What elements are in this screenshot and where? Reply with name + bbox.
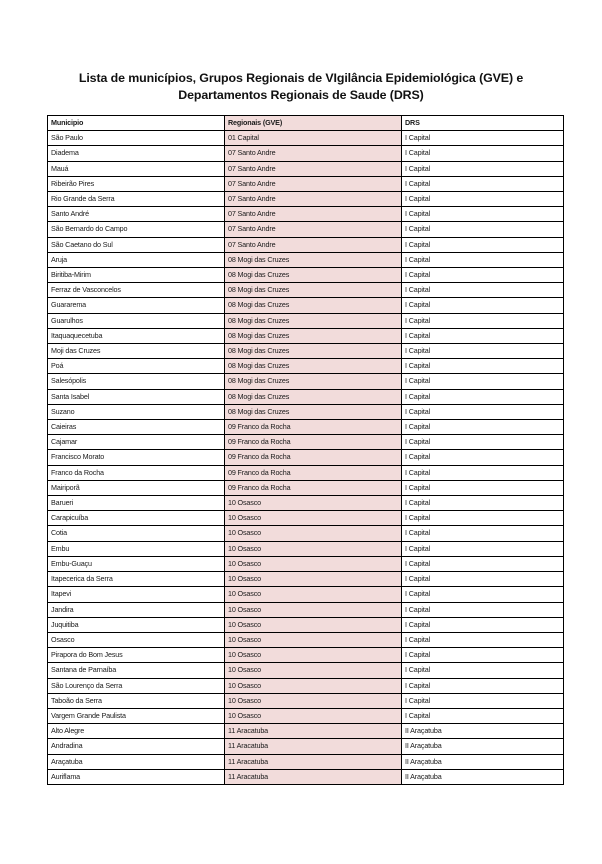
- cell-regional-gve: 10 Osasco: [225, 602, 402, 617]
- cell-municipio: Francisco Morato: [48, 450, 225, 465]
- cell-municipio: Rio Grande da Serra: [48, 192, 225, 207]
- cell-regional-gve: 10 Osasco: [225, 541, 402, 556]
- cell-drs: I Capital: [402, 556, 564, 571]
- cell-municipio: Itapevi: [48, 587, 225, 602]
- cell-municipio: São Bernardo do Campo: [48, 222, 225, 237]
- cell-municipio: Mauá: [48, 161, 225, 176]
- cell-regional-gve: 10 Osasco: [225, 708, 402, 723]
- cell-municipio: São Paulo: [48, 131, 225, 146]
- header-municipio: Municipio: [48, 116, 225, 131]
- cell-regional-gve: 07 Santo Andre: [225, 146, 402, 161]
- table-row: [48, 754, 564, 769]
- cell-regional-gve: 10 Osasco: [225, 663, 402, 678]
- table-row: [48, 632, 564, 647]
- cell-drs: I Capital: [402, 663, 564, 678]
- cell-municipio: Osasco: [48, 632, 225, 647]
- table-row: [48, 222, 564, 237]
- table-row: [48, 480, 564, 495]
- cell-regional-gve: 10 Osasco: [225, 526, 402, 541]
- cell-drs: I Capital: [402, 526, 564, 541]
- table-row: [48, 131, 564, 146]
- table-row: [48, 328, 564, 343]
- document-title-line-1: Lista de municípios, Grupos Regionais de VIgilância Epidemiológica (GVE) e: [78, 71, 524, 85]
- cell-municipio: Cotia: [48, 526, 225, 541]
- cell-municipio: São Caetano do Sul: [48, 237, 225, 252]
- cell-municipio: Vargem Grande Paulista: [48, 708, 225, 723]
- cell-regional-gve: 10 Osasco: [225, 693, 402, 708]
- cell-regional-gve: 09 Franco da Rocha: [225, 480, 402, 495]
- cell-municipio: Cajamar: [48, 435, 225, 450]
- cell-municipio: Jandira: [48, 602, 225, 617]
- cell-municipio: Ribeirão Pires: [48, 176, 225, 191]
- cell-municipio: Poá: [48, 359, 225, 374]
- cell-municipio: Suzano: [48, 404, 225, 419]
- cell-regional-gve: 11 Aracatuba: [225, 754, 402, 769]
- cell-drs: I Capital: [402, 602, 564, 617]
- cell-regional-gve: 08 Mogi das Cruzes: [225, 389, 402, 404]
- cell-municipio: Salesópolis: [48, 374, 225, 389]
- cell-municipio: Santo André: [48, 207, 225, 222]
- table-row: [48, 283, 564, 298]
- cell-regional-gve: 09 Franco da Rocha: [225, 450, 402, 465]
- cell-regional-gve: 08 Mogi das Cruzes: [225, 374, 402, 389]
- cell-regional-gve: 09 Franco da Rocha: [225, 435, 402, 450]
- cell-municipio: Carapicuíba: [48, 511, 225, 526]
- table-row: [48, 359, 564, 374]
- cell-drs: I Capital: [402, 587, 564, 602]
- cell-drs: I Capital: [402, 298, 564, 313]
- cell-drs: I Capital: [402, 496, 564, 511]
- table-header-row: [48, 116, 564, 131]
- cell-regional-gve: 08 Mogi das Cruzes: [225, 328, 402, 343]
- table-row: [48, 176, 564, 191]
- cell-regional-gve: 10 Osasco: [225, 632, 402, 647]
- cell-municipio: Juquitiba: [48, 617, 225, 632]
- cell-drs: I Capital: [402, 237, 564, 252]
- cell-drs: I Capital: [402, 389, 564, 404]
- cell-drs: I Capital: [402, 161, 564, 176]
- cell-regional-gve: 07 Santo Andre: [225, 192, 402, 207]
- cell-regional-gve: 09 Franco da Rocha: [225, 465, 402, 480]
- cell-municipio: Franco da Rocha: [48, 465, 225, 480]
- cell-drs: I Capital: [402, 268, 564, 283]
- cell-municipio: Pirapora do Bom Jesus: [48, 648, 225, 663]
- table-row: [48, 252, 564, 267]
- cell-municipio: Alto Alegre: [48, 724, 225, 739]
- cell-regional-gve: 07 Santo Andre: [225, 176, 402, 191]
- cell-municipio: Guararema: [48, 298, 225, 313]
- cell-regional-gve: 10 Osasco: [225, 572, 402, 587]
- cell-municipio: Mairiporã: [48, 480, 225, 495]
- table-row: [48, 435, 564, 450]
- table-row: [48, 511, 564, 526]
- table-row: [48, 268, 564, 283]
- cell-drs: I Capital: [402, 192, 564, 207]
- cell-municipio: Itaquaquecetuba: [48, 328, 225, 343]
- cell-drs: I Capital: [402, 435, 564, 450]
- table-row: [48, 237, 564, 252]
- cell-municipio: Guarulhos: [48, 313, 225, 328]
- cell-drs: I Capital: [402, 541, 564, 556]
- cell-drs: I Capital: [402, 693, 564, 708]
- cell-regional-gve: 07 Santo Andre: [225, 237, 402, 252]
- cell-drs: I Capital: [402, 617, 564, 632]
- cell-drs: I Capital: [402, 146, 564, 161]
- table-row: [48, 648, 564, 663]
- cell-regional-gve: 01 Capital: [225, 131, 402, 146]
- cell-drs: II Araçatuba: [402, 739, 564, 754]
- table-row: [48, 420, 564, 435]
- cell-municipio: Aruja: [48, 252, 225, 267]
- cell-drs: I Capital: [402, 450, 564, 465]
- table-row: [48, 192, 564, 207]
- cell-drs: I Capital: [402, 480, 564, 495]
- table-row: [48, 374, 564, 389]
- table-row: [48, 708, 564, 723]
- cell-municipio: Auriflama: [48, 769, 225, 784]
- cell-drs: I Capital: [402, 648, 564, 663]
- cell-municipio: São Lourenço da Serra: [48, 678, 225, 693]
- header-regionais-gve: Regionais (GVE): [225, 116, 402, 131]
- table-row: [48, 344, 564, 359]
- cell-municipio: Araçatuba: [48, 754, 225, 769]
- cell-regional-gve: 10 Osasco: [225, 587, 402, 602]
- cell-regional-gve: 09 Franco da Rocha: [225, 420, 402, 435]
- cell-drs: I Capital: [402, 313, 564, 328]
- cell-regional-gve: 07 Santo Andre: [225, 222, 402, 237]
- table-row: [48, 526, 564, 541]
- cell-municipio: Taboão da Serra: [48, 693, 225, 708]
- cell-drs: II Araçatuba: [402, 754, 564, 769]
- cell-regional-gve: 07 Santo Andre: [225, 207, 402, 222]
- cell-regional-gve: 08 Mogi das Cruzes: [225, 268, 402, 283]
- cell-drs: I Capital: [402, 207, 564, 222]
- cell-regional-gve: 10 Osasco: [225, 678, 402, 693]
- cell-regional-gve: 10 Osasco: [225, 617, 402, 632]
- cell-drs: I Capital: [402, 252, 564, 267]
- table-row: [48, 556, 564, 571]
- table-row: [48, 496, 564, 511]
- cell-drs: I Capital: [402, 572, 564, 587]
- table-row: [48, 450, 564, 465]
- cell-drs: II Araçatuba: [402, 769, 564, 784]
- cell-municipio: Barueri: [48, 496, 225, 511]
- table-body: [48, 131, 564, 785]
- table-row: [48, 146, 564, 161]
- cell-regional-gve: 08 Mogi das Cruzes: [225, 404, 402, 419]
- cell-drs: I Capital: [402, 176, 564, 191]
- table-row: [48, 587, 564, 602]
- table-row: [48, 678, 564, 693]
- cell-drs: II Araçatuba: [402, 724, 564, 739]
- table-row: [48, 663, 564, 678]
- header-drs: DRS: [402, 116, 564, 131]
- cell-municipio: Santa Isabel: [48, 389, 225, 404]
- cell-drs: I Capital: [402, 222, 564, 237]
- cell-municipio: Embu-Guaçu: [48, 556, 225, 571]
- cell-municipio: Caieiras: [48, 420, 225, 435]
- cell-regional-gve: 11 Aracatuba: [225, 769, 402, 784]
- cell-regional-gve: 10 Osasco: [225, 648, 402, 663]
- document-title-line-2: Departamentos Regionais de Saude (DRS): [178, 88, 424, 102]
- cell-municipio: Itapecerica da Serra: [48, 572, 225, 587]
- table-row: [48, 313, 564, 328]
- cell-regional-gve: 10 Osasco: [225, 556, 402, 571]
- cell-regional-gve: 08 Mogi das Cruzes: [225, 359, 402, 374]
- cell-municipio: Andradina: [48, 739, 225, 754]
- document-title: [0, 70, 602, 104]
- table-row: [48, 602, 564, 617]
- cell-drs: I Capital: [402, 420, 564, 435]
- table-row: [48, 572, 564, 587]
- table-row: [48, 389, 564, 404]
- cell-municipio: Moji das Cruzes: [48, 344, 225, 359]
- cell-drs: I Capital: [402, 344, 564, 359]
- table-row: [48, 404, 564, 419]
- cell-drs: I Capital: [402, 374, 564, 389]
- cell-municipio: Biritiba-Mirim: [48, 268, 225, 283]
- cell-regional-gve: 08 Mogi das Cruzes: [225, 298, 402, 313]
- table-row: [48, 161, 564, 176]
- cell-municipio: Ferraz de Vasconcelos: [48, 283, 225, 298]
- table-row: [48, 724, 564, 739]
- cell-drs: I Capital: [402, 465, 564, 480]
- cell-municipio: Diadema: [48, 146, 225, 161]
- table-row: [48, 769, 564, 784]
- cell-regional-gve: 10 Osasco: [225, 511, 402, 526]
- cell-drs: I Capital: [402, 708, 564, 723]
- cell-regional-gve: 07 Santo Andre: [225, 161, 402, 176]
- table-row: [48, 541, 564, 556]
- table-row: [48, 739, 564, 754]
- table-row: [48, 693, 564, 708]
- cell-drs: I Capital: [402, 328, 564, 343]
- cell-regional-gve: 08 Mogi das Cruzes: [225, 313, 402, 328]
- cell-regional-gve: 11 Aracatuba: [225, 724, 402, 739]
- cell-drs: I Capital: [402, 359, 564, 374]
- cell-regional-gve: 11 Aracatuba: [225, 739, 402, 754]
- cell-municipio: Santana de Parnaíba: [48, 663, 225, 678]
- cell-drs: I Capital: [402, 511, 564, 526]
- cell-drs: I Capital: [402, 404, 564, 419]
- cell-drs: I Capital: [402, 283, 564, 298]
- municipalities-table: [47, 115, 564, 785]
- table-row: [48, 298, 564, 313]
- cell-drs: I Capital: [402, 678, 564, 693]
- table-row: [48, 465, 564, 480]
- cell-municipio: Embu: [48, 541, 225, 556]
- table-row: [48, 617, 564, 632]
- cell-regional-gve: 10 Osasco: [225, 496, 402, 511]
- cell-regional-gve: 08 Mogi das Cruzes: [225, 344, 402, 359]
- cell-drs: I Capital: [402, 131, 564, 146]
- cell-drs: I Capital: [402, 632, 564, 647]
- cell-regional-gve: 08 Mogi das Cruzes: [225, 252, 402, 267]
- cell-regional-gve: 08 Mogi das Cruzes: [225, 283, 402, 298]
- table-row: [48, 207, 564, 222]
